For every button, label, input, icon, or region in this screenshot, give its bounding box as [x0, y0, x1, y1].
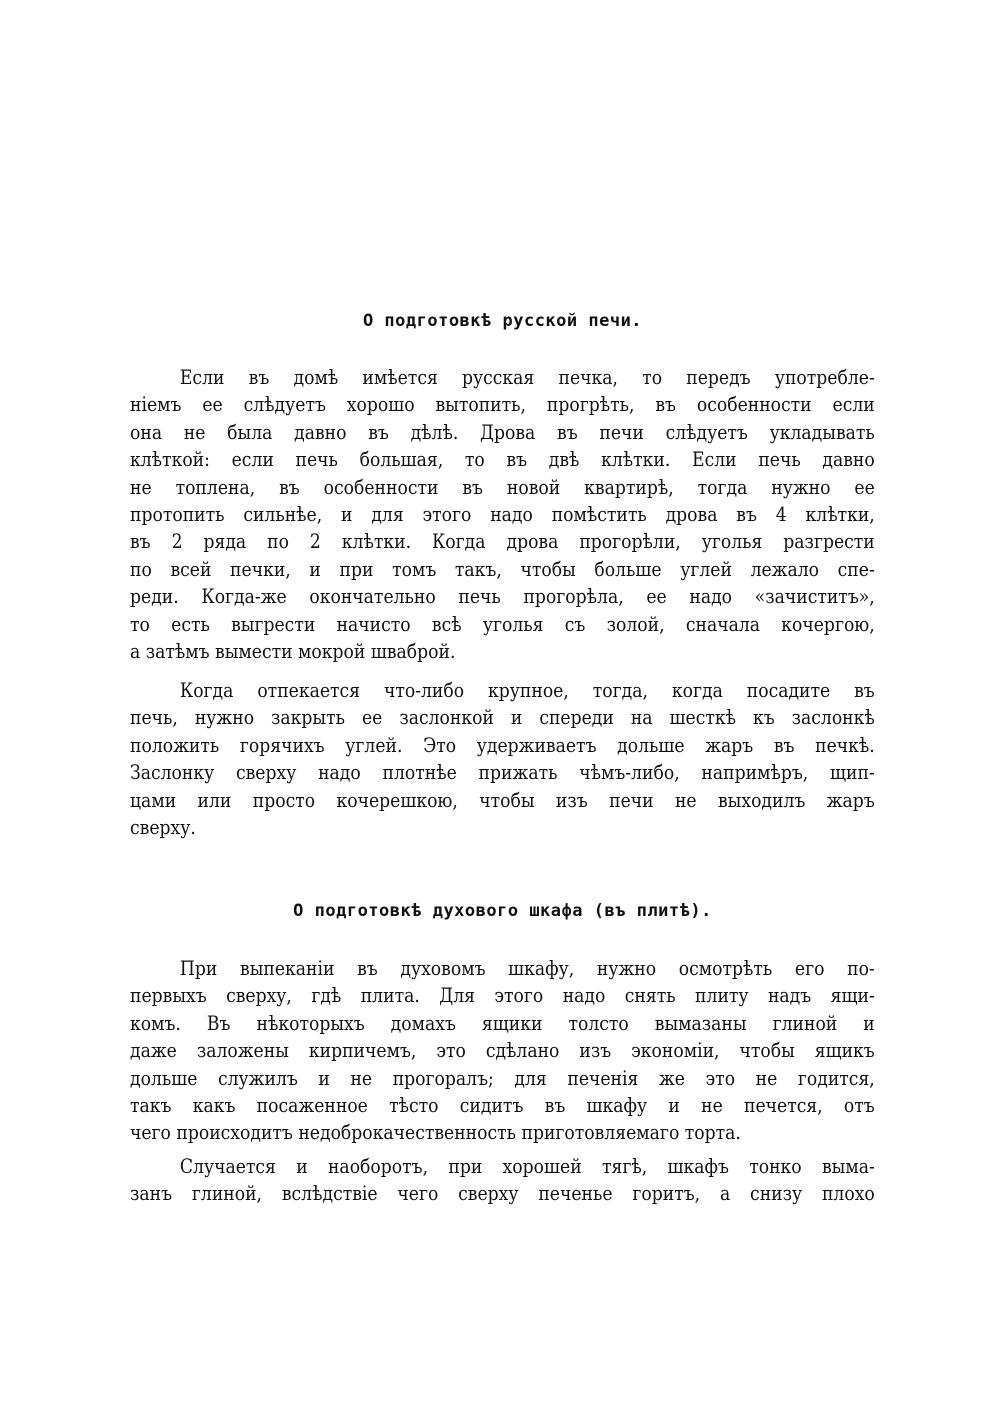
text-line: занъ глиной, вслѣдствіе чего сверху печенье горитъ, а снизу плохо — [130, 1181, 875, 1206]
text-line: чего происходитъ недоброкачественность приготовляемаго торта. — [130, 1120, 741, 1145]
text-line: въ 2 ряда по 2 клѣтки. Когда дрова прогорѣли, уголья разгрести — [130, 529, 875, 554]
text-line: не топлена, въ особенности въ новой квартирѣ, тогда нужно ее — [130, 474, 875, 499]
text-line: а затѣмъ вымести мокрой шваброй. — [130, 638, 456, 663]
text-line: При выпеканіи въ духовомъ шкафу, нужно осмотрѣть его по- — [179, 956, 875, 980]
text-line: комъ. Въ нѣкоторыхъ домахъ ящики толсто вымазаны глиной и — [130, 1010, 875, 1035]
text-line: то есть выгрести начисто всѣ уголья съ золой, сначала кочергою, — [130, 611, 875, 636]
text-line: Когда отпекается что-либо крупное, тогда, когда посадите въ — [179, 678, 875, 702]
text-line: цами или просто кочерешкою, чтобы изъ печи не выходилъ жаръ — [130, 787, 875, 812]
text-line: она не была давно въ дѣлѣ. Дрова въ печи слѣдуетъ укладывать — [130, 419, 875, 444]
text-line: положить горячихъ углей. Это удерживаетъ дольше жаръ въ печкѣ. — [130, 732, 875, 757]
text-line: Заслонку сверху надо плотнѣе прижать чѣмъ-либо, напримѣръ, щип- — [130, 760, 875, 785]
section-heading-oven: О подготовкѣ духового шкафа (въ плитѣ). — [293, 901, 712, 921]
text-line: такъ какъ посаженное тѣсто сидитъ въ шкафу и не печется, отъ — [130, 1092, 875, 1117]
text-line: протопить сильнѣе, и для этого надо помѣстить дрова въ 4 клѣтки, — [130, 501, 875, 526]
text-line: печь, нужно закрыть ее заслонкой и спереди на шесткѣ къ заслонкѣ — [130, 705, 875, 730]
text-line: реди. Когда-же окончательно печь прогорѣла, ее надо «зачиститъ», — [130, 584, 875, 609]
text-line: ніемъ ее слѣдуетъ хорошо вытопить, прогрѣть, въ особенности если — [130, 392, 875, 417]
text-line: клѣткой: если печь большая, то въ двѣ клѣтки. Если печь давно — [130, 447, 875, 472]
text-line: первыхъ сверху, гдѣ плита. Для этого надо снять плиту надъ ящи- — [130, 983, 875, 1008]
text-line: Если въ домѣ имѣется русская печка, то передъ употребле- — [179, 365, 875, 389]
section-heading-russian-stove: О подготовкѣ русской печи. — [362, 311, 643, 331]
text-line: Случается и наоборотъ, при хорошей тягѣ, шкафъ тонко выма- — [179, 1154, 875, 1178]
text-line: дольше служилъ и не прогоралъ; для печенія же это не годится, — [130, 1065, 875, 1090]
paragraph-oven-inspection — [130, 955, 875, 1147]
text-line: даже заложены кирпичемъ, это сдѣлано изъ экономіи, чтобы ящикъ — [130, 1038, 875, 1063]
text-line: сверху. — [130, 814, 196, 839]
text-line: по всей печки, и при томъ такъ, чтобы больше углей лежало спе- — [130, 556, 875, 581]
paragraph-stove-preparation — [130, 364, 875, 665]
paragraph-oven-overheating — [130, 1153, 875, 1208]
paragraph-baking-large-items — [130, 677, 875, 841]
